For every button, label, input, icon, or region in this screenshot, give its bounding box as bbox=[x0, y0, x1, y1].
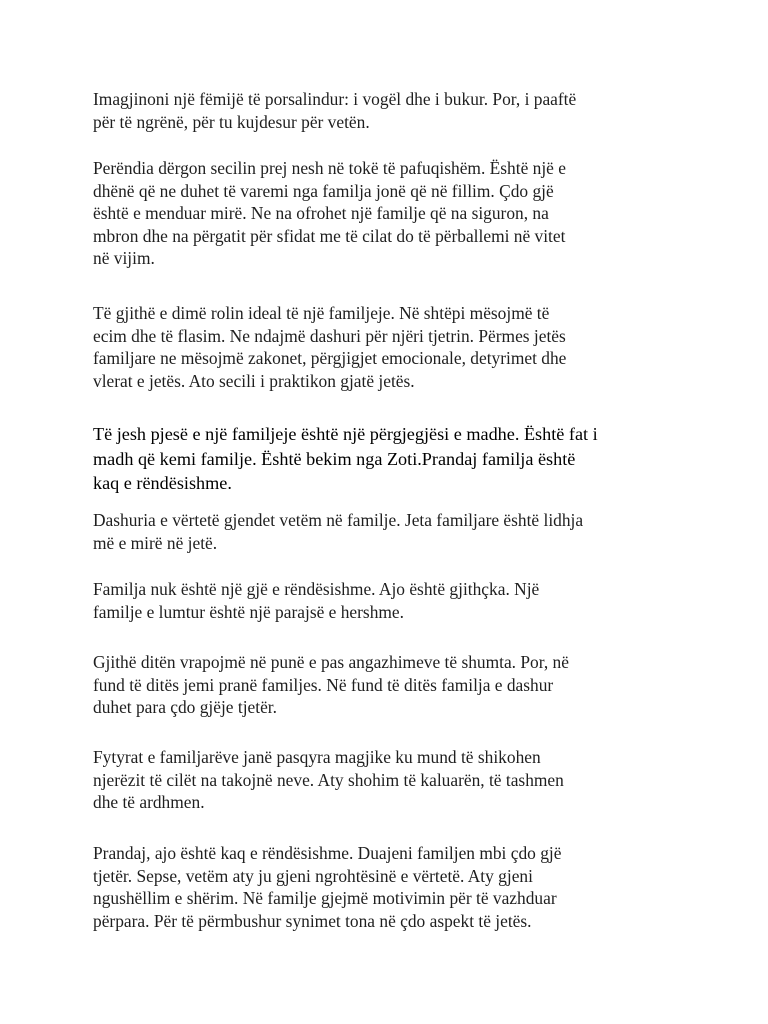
text-line: është e menduar mirë. Ne na ofrohet një familje që na siguron, na bbox=[93, 203, 549, 224]
paragraph-true-love bbox=[93, 509, 693, 554]
text-line: fund të ditës jemi pranë familjes. Në fund të ditës familja e dashur bbox=[93, 674, 554, 695]
paragraph-god-sends bbox=[93, 157, 693, 270]
paragraph-responsibility bbox=[93, 422, 693, 496]
text-line: Perëndia dërgon secilin prej nesh në tokë të pafuqishëm. Është një e bbox=[93, 158, 566, 178]
paragraph-daily-work bbox=[93, 651, 693, 719]
text-line: Dashuria e vërtetë gjendet vetëm në familje. Jeta familjare është lidhja bbox=[93, 510, 584, 530]
text-line: Prandaj, ajo është kaq e rëndësishme. Duajeni familjen mbi çdo gjë bbox=[93, 843, 562, 863]
text-line: Fytyrat e familjarëve janë pasqyra magjike ku mund të shikohen bbox=[93, 747, 541, 767]
text-line: për të ngrënë, për tu kujdesur për vetën. bbox=[93, 111, 370, 132]
text-line: Familja nuk është një gjë e rëndësishme. Ajo është gjithçka. Një bbox=[93, 579, 540, 599]
paragraph-newborn bbox=[93, 88, 693, 133]
text-line: ngushëllim e shërim. Në familje gjejmë motivimin për të vazhduar bbox=[93, 888, 557, 909]
text-line: dhe të ardhmen. bbox=[93, 792, 205, 813]
text-line: Imagjinoni një fëmijë të porsalindur: i vogël dhe i bukur. Por, i paaftë bbox=[93, 89, 577, 109]
text-line: tjetër. Sepse, vetëm aty ju gjeni ngrohtësinë e vërtetë. Aty gjeni bbox=[93, 865, 533, 886]
text-line: dhënë që ne duhet të varemi nga familja jonë që në fillim. Çdo gjë bbox=[93, 180, 554, 201]
text-line: në vijim. bbox=[93, 248, 155, 269]
text-line: njerëzit të cilët na takojnë neve. Aty shohim të kaluarën, të tashmen bbox=[93, 769, 564, 790]
paragraph-family-role bbox=[93, 302, 693, 392]
paragraph-family-everything bbox=[93, 578, 693, 623]
text-line: familjare ne mësojmë zakonet, përgjigjet emocionale, detyrimet dhe bbox=[93, 348, 567, 369]
text-line: duhet para çdo gjëje tjetër. bbox=[93, 697, 277, 718]
text-line: vlerat e jetës. Ato secili i praktikon gjatë jetës. bbox=[93, 370, 415, 391]
text-line: ecim dhe të flasim. Ne ndajmë dashuri për njëri tjetrin. Përmes jetës bbox=[93, 325, 566, 346]
paragraph-magic-mirrors bbox=[93, 746, 693, 814]
text-line: më e mirë në jetë. bbox=[93, 532, 218, 553]
text-line: familje e lumtur është një parajsë e hershme. bbox=[93, 601, 404, 622]
text-line: kaq e rëndësishme. bbox=[93, 473, 232, 494]
text-line: Të gjithë e dimë rolin ideal të një familjeje. Në shtëpi mësojmë të bbox=[93, 303, 550, 323]
text-line: mbron dhe na përgatit për sfidat me të cilat do të përballemi në vitet bbox=[93, 225, 566, 246]
text-line: madh që kemi familje. Është bekim nga Zoti.Prandaj familja është bbox=[93, 448, 576, 469]
text-line: Të jesh pjesë e një familjeje është një përgjegjësi e madhe. Është fat i bbox=[93, 424, 598, 444]
paragraph-conclusion bbox=[93, 842, 693, 932]
text-line: Gjithë ditën vrapojmë në punë e pas angazhimeve të shumta. Por, në bbox=[93, 652, 569, 672]
text-line: përpara. Për të përmbushur synimet tona në çdo aspekt të jetës. bbox=[93, 910, 532, 931]
